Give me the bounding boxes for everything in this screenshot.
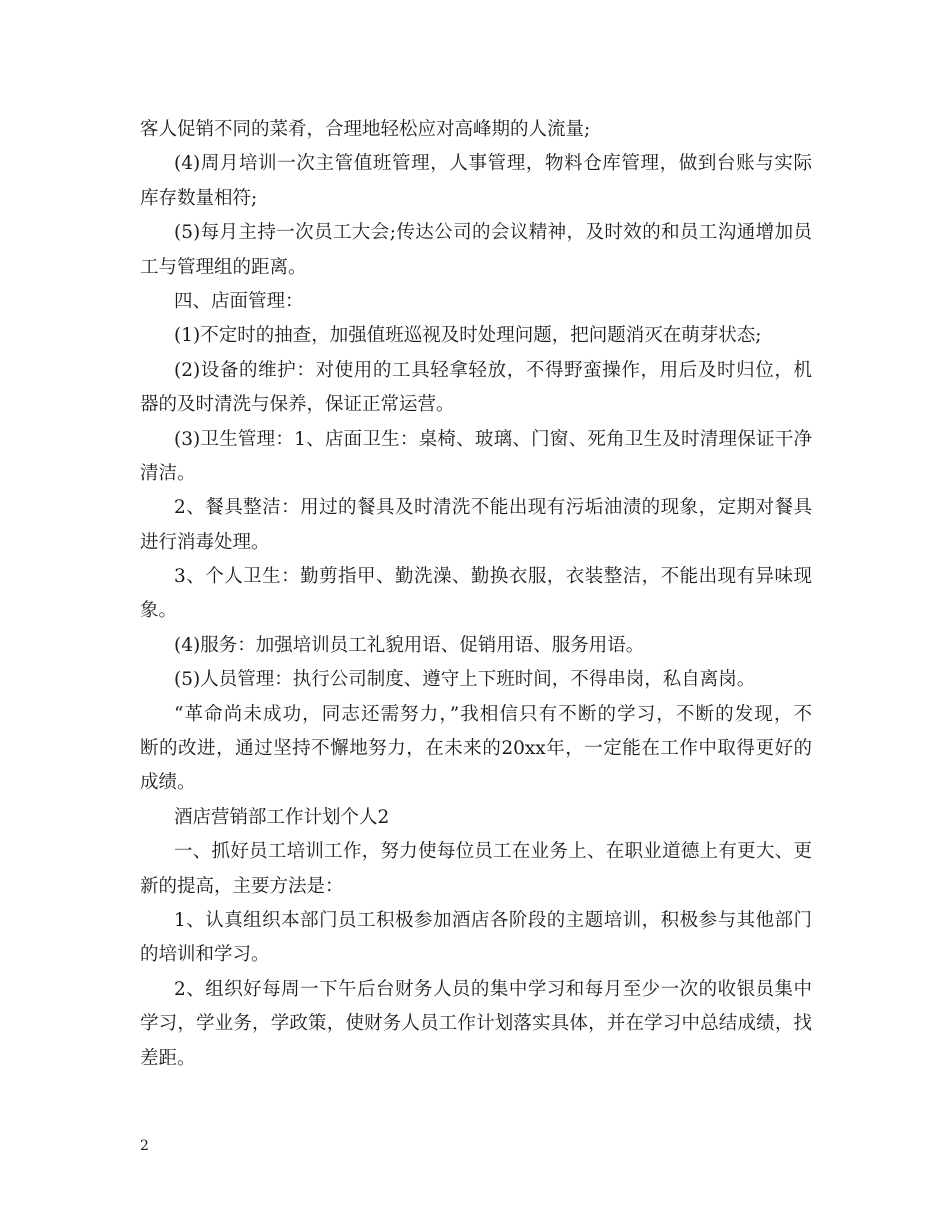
text-line: (5)每月主持一次员工大会;传达公司的会议精神，及时效的和员工沟通增加员	[174, 222, 812, 244]
text-line: (3)卫生管理：1、店面卫生：桌椅、玻璃、门窗、死角卫生及时清理保证干净	[174, 428, 812, 450]
text-line: 库存数量相符;	[140, 187, 258, 209]
text-line: 进行消毒处理。	[140, 531, 270, 553]
text-line: 成绩。	[140, 772, 196, 794]
text-line: 学习，学业务，学政策，使财务人员工作计划落实具体，并在学习中总结成绩，找	[140, 1013, 812, 1035]
text-line: 新的提高，主要方法是：	[140, 875, 344, 897]
text-line: 1、认真组织本部门员工积极参加酒店各阶段的主题培训，积极参与其他部门	[174, 909, 812, 931]
text-line: “革命尚未成功，同志还需努力，”我相信只有不断的学习，不断的发现，不	[174, 703, 812, 725]
text-line: 工与管理组的距离。	[140, 256, 307, 278]
text-line: 2、餐具整洁：用过的餐具及时清洗不能出现有污垢油渍的现象，定期对餐具	[174, 497, 812, 519]
text-line: 器的及时清洗与保养，保证正常运营。	[140, 394, 455, 416]
text-line: (4)周月培训一次主管值班管理，人事管理，物料仓库管理，做到台账与实际	[174, 153, 812, 175]
text-line: 一、抓好员工培训工作，努力使每位员工在业务上、在职业道德上有更大、更	[174, 841, 812, 863]
text-line: 清洁。	[140, 462, 196, 484]
document-body	[140, 113, 812, 1076]
text-line: (2)设备的维护：对使用的工具轻拿轻放，不得野蛮操作，用后及时归位，机	[174, 359, 812, 381]
text-line: (4)服务：加强培训员工礼貌用语、促销用语、服务用语。	[174, 634, 645, 656]
text-line: 差距。	[140, 1047, 196, 1069]
text-line: (5)人员管理：执行公司制度、遵守上下班时间，不得串岗，私自离岗。	[174, 669, 756, 691]
text-line: 2、组织好每周一下午后台财务人员的集中学习和每月至少一次的收银员集中	[174, 978, 812, 1000]
text-line: 的培训和学习。	[140, 944, 270, 966]
text-line: 象。	[140, 600, 178, 622]
section-title: 酒店营销部工作计划个人2	[174, 806, 390, 828]
text-line: 客人促销不同的菜肴，合理地轻松应对高峰期的人流量;	[140, 119, 591, 140]
text-line: 3、个人卫生：勤剪指甲、勤洗澡、勤换衣服，衣装整洁，不能出现有异味现	[174, 566, 812, 588]
text-line: 断的改进，通过坚持不懈地努力，在未来的20xx年，一定能在工作中取得更好的	[140, 738, 812, 760]
page-number: 2	[140, 1138, 149, 1154]
text-line: (1)不定时的抽查，加强值班巡视及时处理问题，把问题消灭在萌芽状态;	[174, 325, 762, 347]
section-heading: 四、店面管理：	[174, 290, 304, 312]
